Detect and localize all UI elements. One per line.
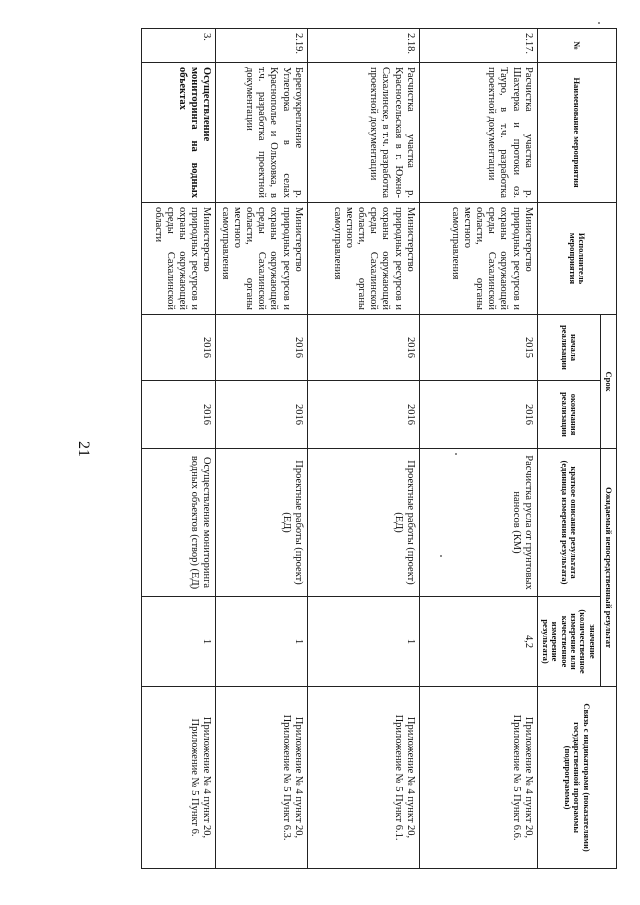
header-row-1 — [600, 29, 616, 869]
cell-start: 2015 — [419, 315, 537, 381]
cell-value: 1 — [142, 597, 216, 687]
table-row — [142, 29, 216, 869]
cell-brief: Расчистка русла от грунтовых наносов (КМ) — [419, 449, 537, 597]
cell-end: 2016 — [142, 381, 216, 449]
cell-link: Приложение № 4 пункт 20, Приложение № 5 Пункт 6.6. — [419, 687, 537, 869]
table-row — [307, 29, 419, 869]
measures-table — [141, 28, 617, 869]
cell-name: Берегоукрепление р. Углегорка в селах Краснополье и Ольховка, в т.ч. разработка проектной документации — [216, 63, 307, 203]
table-row — [216, 29, 307, 869]
cell-num: 2.18. — [307, 29, 419, 63]
header-executor: Исполнитель мероприятия — [537, 203, 616, 315]
cell-executor: Министерство природных ресурсов и охраны окружающей среды Сахалинской области, органы местного самоуправления — [307, 203, 419, 315]
cell-link: Приложение № 4 пункт 20, Приложение № 5 Пункт 6. — [142, 687, 216, 869]
table-row — [419, 29, 537, 869]
cell-num: 3. — [142, 29, 216, 63]
cell-link: Приложение № 4 пункт 20, Приложение № 5 Пункт 6.3. — [216, 687, 307, 869]
cell-name: Расчистка участка р. Красносельская в г. Южно-Сахалинске, в т.ч. разработка проектной документации — [307, 63, 419, 203]
header-link: Связь с индикаторами (показателями) государственной программы (подпрограммы) — [537, 687, 616, 869]
cell-executor: Министерство природных ресурсов и охраны окружающей среды Сахалинской области, органы местного самоуправления — [419, 203, 537, 315]
scan-speck — [455, 453, 457, 455]
cell-num: 2.19. — [216, 29, 307, 63]
cell-start: 2016 — [142, 315, 216, 381]
page-number: 21 — [75, 441, 92, 457]
cell-value: 4,2 — [419, 597, 537, 687]
cell-name: Расчистка участка р. Шахтерка и протоки оз. Тауро, в т.ч. разработка проектной документации — [419, 63, 537, 203]
cell-executor: Министерство природных ресурсов и охраны окружающей среды Сахалинской области, органы местного самоуправления — [216, 203, 307, 315]
header-end: окончания реализации — [537, 381, 600, 449]
cell-brief: Проектные работы (проект) (ЕД) — [216, 449, 307, 597]
header-value: значение (количественное измерение или качественное измерение результата) — [537, 597, 600, 687]
cell-executor: Министерство природных ресурсов и охраны окружающей среды Сахалинской области — [142, 203, 216, 315]
cell-name: Осуществление мониторинга на водных объектах — [142, 63, 216, 203]
cell-start: 2016 — [307, 315, 419, 381]
scan-speck — [598, 22, 600, 24]
cell-brief: Осуществление мониторинга водных объектов (створ) (ЕД) — [142, 449, 216, 597]
cell-value: 1 — [307, 597, 419, 687]
cell-link: Приложение № 4 пункт 20, Приложение № 5 Пункт 6.1. — [307, 687, 419, 869]
cell-end: 2016 — [419, 381, 537, 449]
cell-value: 1 — [216, 597, 307, 687]
header-num: № — [537, 29, 616, 63]
cell-end: 2016 — [307, 381, 419, 449]
header-name: Наименование мероприятия — [537, 63, 616, 203]
header-start: начала реализации — [537, 315, 600, 381]
header-term: Срок — [600, 315, 616, 449]
cell-brief: Проектные работы (проект) (ЕД) — [307, 449, 419, 597]
cell-num: 2.17. — [419, 29, 537, 63]
scan-speck — [440, 555, 442, 557]
cell-start: 2016 — [216, 315, 307, 381]
header-expected: Ожидаемый непосредственный результат — [600, 449, 616, 687]
rotated-table-container — [152, 28, 617, 868]
cell-end: 2016 — [216, 381, 307, 449]
header-brief: краткое описание результата (единица измерения результата) — [537, 449, 600, 597]
